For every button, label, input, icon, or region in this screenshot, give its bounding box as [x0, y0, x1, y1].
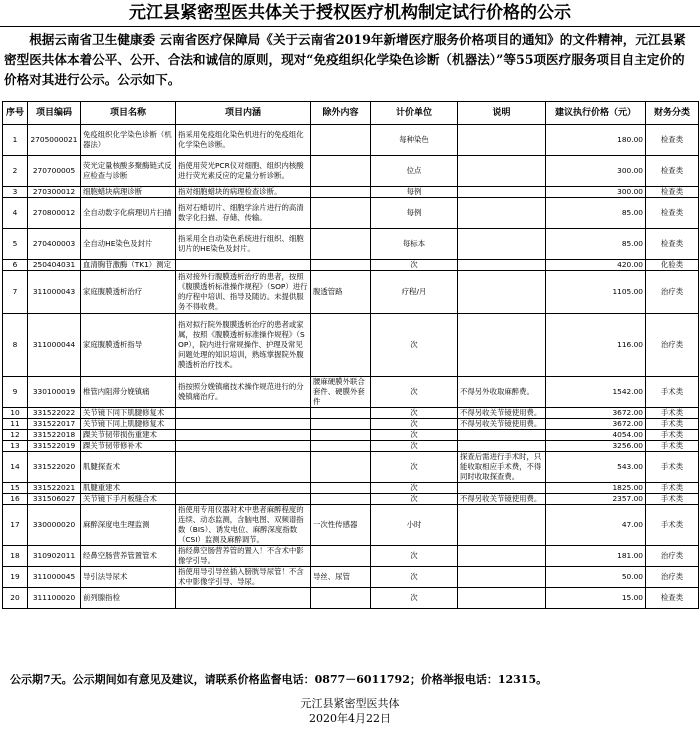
- item-note: [458, 260, 546, 271]
- row-number: 16: [3, 494, 28, 505]
- item-note: [458, 314, 546, 377]
- item-price: 15.00: [546, 588, 646, 609]
- item-note: [458, 430, 546, 441]
- row-number: 15: [3, 483, 28, 494]
- contact-note: 公示期7天。公示期间如有意见及建议，请联系价格监督电话：0877－6011792；价格举报电话：12315。: [10, 673, 548, 686]
- item-content: 指采用全自动染色系统进行组织、细胞切片的HE染色及封片。: [176, 229, 311, 260]
- item-content: [176, 452, 311, 483]
- item-unit: 位点: [371, 156, 458, 187]
- item-note: 不得另收关节镜使用费。: [458, 408, 546, 419]
- item-content: 指对细胞蜡块的病理检查诊断。: [176, 187, 311, 198]
- item-note: 不得另收关节镜使用费。: [458, 494, 546, 505]
- item-note: 探查后需进行手术时，只能收取相应手术费，不得同时收取探查费。: [458, 452, 546, 483]
- item-price: 85.00: [546, 198, 646, 229]
- item-content: 指按照分娩镇痛技术操作规范进行的分娩镇痛治疗。: [176, 377, 311, 408]
- item-category: 检查类: [646, 187, 699, 198]
- item-name: 踝关节韧带修补术: [81, 441, 176, 452]
- item-exclusions: [311, 156, 371, 187]
- item-name: 血清胸苷激酶（TK1）测定: [81, 260, 176, 271]
- item-name: 免疫组织化学染色诊断（机器法）: [81, 125, 176, 156]
- item-category: 手术类: [646, 419, 699, 430]
- item-exclusions: [311, 229, 371, 260]
- item-content: [176, 494, 311, 505]
- table-row: [3, 419, 699, 430]
- item-category: 治疗类: [646, 567, 699, 588]
- item-content: [176, 483, 311, 494]
- table-body: [3, 125, 699, 609]
- item-unit: 次: [371, 567, 458, 588]
- item-code: 331522022: [28, 408, 81, 419]
- item-code: 331522020: [28, 452, 81, 483]
- row-number: 13: [3, 441, 28, 452]
- item-name: 椎管内阻滞分娩镇痛: [81, 377, 176, 408]
- item-price: 300.00: [546, 187, 646, 198]
- notice-title: 元江县紧密型医共体关于授权医疗机构制定试行价格的公示: [0, 0, 700, 27]
- item-unit: 每种染色: [371, 125, 458, 156]
- item-code: 311000043: [28, 271, 81, 314]
- header-category: 财务分类: [646, 102, 699, 125]
- item-unit: 疗程/月: [371, 271, 458, 314]
- row-number: 14: [3, 452, 28, 483]
- item-exclusions: 腹透管路: [311, 271, 371, 314]
- row-number: 18: [3, 546, 28, 567]
- item-unit: 次: [371, 377, 458, 408]
- row-number: 7: [3, 271, 28, 314]
- item-name: 关节镜下同下肌腱修复术: [81, 408, 176, 419]
- row-number: 12: [3, 430, 28, 441]
- item-category: 手术类: [646, 441, 699, 452]
- item-price: 3672.00: [546, 419, 646, 430]
- table-row: [3, 377, 699, 408]
- item-category: 检查类: [646, 198, 699, 229]
- item-unit: 每标本: [371, 229, 458, 260]
- row-number: 11: [3, 419, 28, 430]
- item-content: 指使用导引导丝插入膀胱导尿管！不含术中影像学引导、导尿。: [176, 567, 311, 588]
- item-name: 荧光定量核酸多聚酶链式反应检查与诊断: [81, 156, 176, 187]
- item-category: 手术类: [646, 494, 699, 505]
- item-code: 311000044: [28, 314, 81, 377]
- item-note: [458, 483, 546, 494]
- item-price: 300.00: [546, 156, 646, 187]
- signature-org: 元江县紧密型医共体: [300, 697, 400, 710]
- item-note: [458, 125, 546, 156]
- item-exclusions: [311, 441, 371, 452]
- item-category: 治疗类: [646, 314, 699, 377]
- item-unit: 次: [371, 494, 458, 505]
- item-price: 4054.00: [546, 430, 646, 441]
- item-price: 180.00: [546, 125, 646, 156]
- item-name: 细胞蜡块病理诊断: [81, 187, 176, 198]
- item-code: 270700005: [28, 156, 81, 187]
- item-name: 关节镜下手月板缝合术: [81, 494, 176, 505]
- item-exclusions: 腰麻硬膜外联合套件、硬膜外套件: [311, 377, 371, 408]
- table-row: [3, 408, 699, 419]
- item-note: [458, 156, 546, 187]
- item-category: 检查类: [646, 156, 699, 187]
- item-unit: 次: [371, 408, 458, 419]
- item-code: 330000020: [28, 505, 81, 546]
- item-code: 250404031: [28, 260, 81, 271]
- table-row: [3, 483, 699, 494]
- row-number: 17: [3, 505, 28, 546]
- item-content: 指采用免疫组化染色机进行的免疫组化化学染色诊断。: [176, 125, 311, 156]
- item-code: 330100019: [28, 377, 81, 408]
- item-name: 麻醉深度电生理监测: [81, 505, 176, 546]
- item-content: [176, 588, 311, 609]
- table-row: [3, 588, 699, 609]
- item-exclusions: [311, 546, 371, 567]
- notice-intro: [4, 30, 696, 90]
- item-exclusions: 一次性传感器: [311, 505, 371, 546]
- table-header-row: [3, 102, 699, 125]
- table-row: [3, 187, 699, 198]
- item-note: 不得另外收取麻醉费。: [458, 377, 546, 408]
- item-price: 1542.00: [546, 377, 646, 408]
- item-note: [458, 546, 546, 567]
- item-unit: 次: [371, 441, 458, 452]
- item-price: 116.00: [546, 314, 646, 377]
- item-price: 47.00: [546, 505, 646, 546]
- item-code: 331506027: [28, 494, 81, 505]
- header-unit: 计价单位: [371, 102, 458, 125]
- item-exclusions: [311, 260, 371, 271]
- item-name: 导引法导尿术: [81, 567, 176, 588]
- header-name: 项目名称: [81, 102, 176, 125]
- item-category: 手术类: [646, 452, 699, 483]
- item-unit: 次: [371, 588, 458, 609]
- table-row: [3, 546, 699, 567]
- row-number: 1: [3, 125, 28, 156]
- item-name: 经鼻空肠营养管置管术: [81, 546, 176, 567]
- item-unit: 次: [371, 430, 458, 441]
- item-content: [176, 430, 311, 441]
- item-code: 270300012: [28, 187, 81, 198]
- item-exclusions: [311, 408, 371, 419]
- item-exclusions: [311, 198, 371, 229]
- intro-paragraph: 根据云南省卫生健康委 云南省医疗保障局《关于云南省2019年新增医疗服务价格项目的通知》的文件精神，元江县紧密型医共体本着公平、公开、合法和诚信的原则，现对“免疫组织化学染色诊断（机器法）”等55项医疗服务项目自主定价的价格对其进行公示。公示如下。: [4, 32, 686, 87]
- item-unit: 次: [371, 419, 458, 430]
- header-code: 项目编码: [28, 102, 81, 125]
- item-name: 全自动数字化病理切片扫描: [81, 198, 176, 229]
- item-content: 指使用专用仪器对术中患者麻醉程度的连续、动态监测，含脑电图、双频谱指数（BIS）、诱发电位、麻醉深度指数（CSI）监测及麻醉调节。: [176, 505, 311, 546]
- item-price: 1105.00: [546, 271, 646, 314]
- item-note: [458, 271, 546, 314]
- table-row: [3, 229, 699, 260]
- item-name: 前列腺指检: [81, 588, 176, 609]
- row-number: 4: [3, 198, 28, 229]
- item-exclusions: [311, 314, 371, 377]
- item-content: [176, 260, 311, 271]
- item-category: 治疗类: [646, 546, 699, 567]
- item-exclusions: [311, 430, 371, 441]
- item-note: [458, 198, 546, 229]
- item-unit: 次: [371, 546, 458, 567]
- header-no: 序号: [3, 102, 28, 125]
- table-row: [3, 198, 699, 229]
- item-code: 270400003: [28, 229, 81, 260]
- table-row: [3, 441, 699, 452]
- item-content: 指对石蜡切片、细胞学涂片进行的高清数字化扫描、存储、传输。: [176, 198, 311, 229]
- item-price: 1825.00: [546, 483, 646, 494]
- item-unit: 次: [371, 314, 458, 377]
- table-row: [3, 430, 699, 441]
- item-note: 不得另收关节镜使用费。: [458, 419, 546, 430]
- item-note: [458, 229, 546, 260]
- table-row: [3, 271, 699, 314]
- table-row: [3, 452, 699, 483]
- item-exclusions: 导丝、尿管: [311, 567, 371, 588]
- item-content: 指经鼻空肠营养管的置入！不含术中影像学引导。: [176, 546, 311, 567]
- signature-date: 2020年4月22日: [309, 712, 391, 725]
- table-row: [3, 156, 699, 187]
- item-unit: 每例: [371, 187, 458, 198]
- item-code: 270800012: [28, 198, 81, 229]
- item-code: 331522018: [28, 430, 81, 441]
- item-code: 2705000021: [28, 125, 81, 156]
- item-category: 检查类: [646, 588, 699, 609]
- item-category: 治疗类: [646, 271, 699, 314]
- item-exclusions: [311, 588, 371, 609]
- item-price: 2357.00: [546, 494, 646, 505]
- item-unit: 每例: [371, 198, 458, 229]
- row-number: 8: [3, 314, 28, 377]
- item-content: 指对接外行腹膜透析治疗的患者，按照《腹膜透析标准操作规程》（SOP）进行的疗程中培训、指导及随访。未提供服务不得收费。: [176, 271, 311, 314]
- item-note: [458, 588, 546, 609]
- item-unit: 次: [371, 260, 458, 271]
- item-note: [458, 441, 546, 452]
- item-note: [458, 505, 546, 546]
- table-row: [3, 494, 699, 505]
- item-code: 331522017: [28, 419, 81, 430]
- item-price: 50.00: [546, 567, 646, 588]
- item-name: 全自动HE染色及封片: [81, 229, 176, 260]
- item-unit: 次: [371, 452, 458, 483]
- item-price: 3256.00: [546, 441, 646, 452]
- header-note: 说明: [458, 102, 546, 125]
- table-row: [3, 125, 699, 156]
- table-row: [3, 567, 699, 588]
- row-number: 5: [3, 229, 28, 260]
- item-category: 手术类: [646, 430, 699, 441]
- item-unit: 小时: [371, 505, 458, 546]
- item-code: 310902011: [28, 546, 81, 567]
- item-exclusions: [311, 483, 371, 494]
- header-exclusions: 除外内容: [311, 102, 371, 125]
- row-number: 19: [3, 567, 28, 588]
- header-price: 建议执行价格（元）: [546, 102, 646, 125]
- item-code: 331522021: [28, 483, 81, 494]
- item-name: 踝关节韧带损伤重建术: [81, 430, 176, 441]
- header-content: 项目内涵: [176, 102, 311, 125]
- item-content: 指对拟行院外腹膜透析治疗的患者或家属，按照《腹膜透析标准操作规程》（SOP），院内进行常规操作、护理及常见问题处理的知识培训，熟练掌握院外腹膜透析治疗技术。: [176, 314, 311, 377]
- item-name: 肌腱探查术: [81, 452, 176, 483]
- item-name: 肌腱重建术: [81, 483, 176, 494]
- table-row: [3, 260, 699, 271]
- item-exclusions: [311, 494, 371, 505]
- item-category: 检查类: [646, 125, 699, 156]
- item-content: [176, 408, 311, 419]
- item-exclusions: [311, 125, 371, 156]
- item-name: 家庭腹膜透析治疗: [81, 271, 176, 314]
- item-category: 检查类: [646, 229, 699, 260]
- item-category: 手术类: [646, 505, 699, 546]
- item-unit: 次: [371, 483, 458, 494]
- item-content: [176, 419, 311, 430]
- table-row: [3, 314, 699, 377]
- item-exclusions: [311, 452, 371, 483]
- item-content: [176, 441, 311, 452]
- table-row: [3, 505, 699, 546]
- item-price: 85.00: [546, 229, 646, 260]
- item-name: 关节镜下同上肌腱修复术: [81, 419, 176, 430]
- row-number: 2: [3, 156, 28, 187]
- row-number: 10: [3, 408, 28, 419]
- item-price: 181.00: [546, 546, 646, 567]
- item-code: 331522019: [28, 441, 81, 452]
- row-number: 20: [3, 588, 28, 609]
- item-price: 420.00: [546, 260, 646, 271]
- item-price: 543.00: [546, 452, 646, 483]
- item-note: [458, 567, 546, 588]
- row-number: 9: [3, 377, 28, 408]
- row-number: 3: [3, 187, 28, 198]
- item-code: 311000045: [28, 567, 81, 588]
- item-category: 手术类: [646, 377, 699, 408]
- item-exclusions: [311, 187, 371, 198]
- item-price: 3672.00: [546, 408, 646, 419]
- row-number: 6: [3, 260, 28, 271]
- item-name: 家庭腹膜透析指导: [81, 314, 176, 377]
- item-note: [458, 187, 546, 198]
- item-exclusions: [311, 419, 371, 430]
- price-table: [2, 101, 699, 609]
- item-code: 311100020: [28, 588, 81, 609]
- item-content: 指使用荧光PCR仪对细胞、组织内核酸进行荧光素反应的定量分析诊断。: [176, 156, 311, 187]
- item-category: 化验类: [646, 260, 699, 271]
- item-category: 手术类: [646, 408, 699, 419]
- item-category: 手术类: [646, 483, 699, 494]
